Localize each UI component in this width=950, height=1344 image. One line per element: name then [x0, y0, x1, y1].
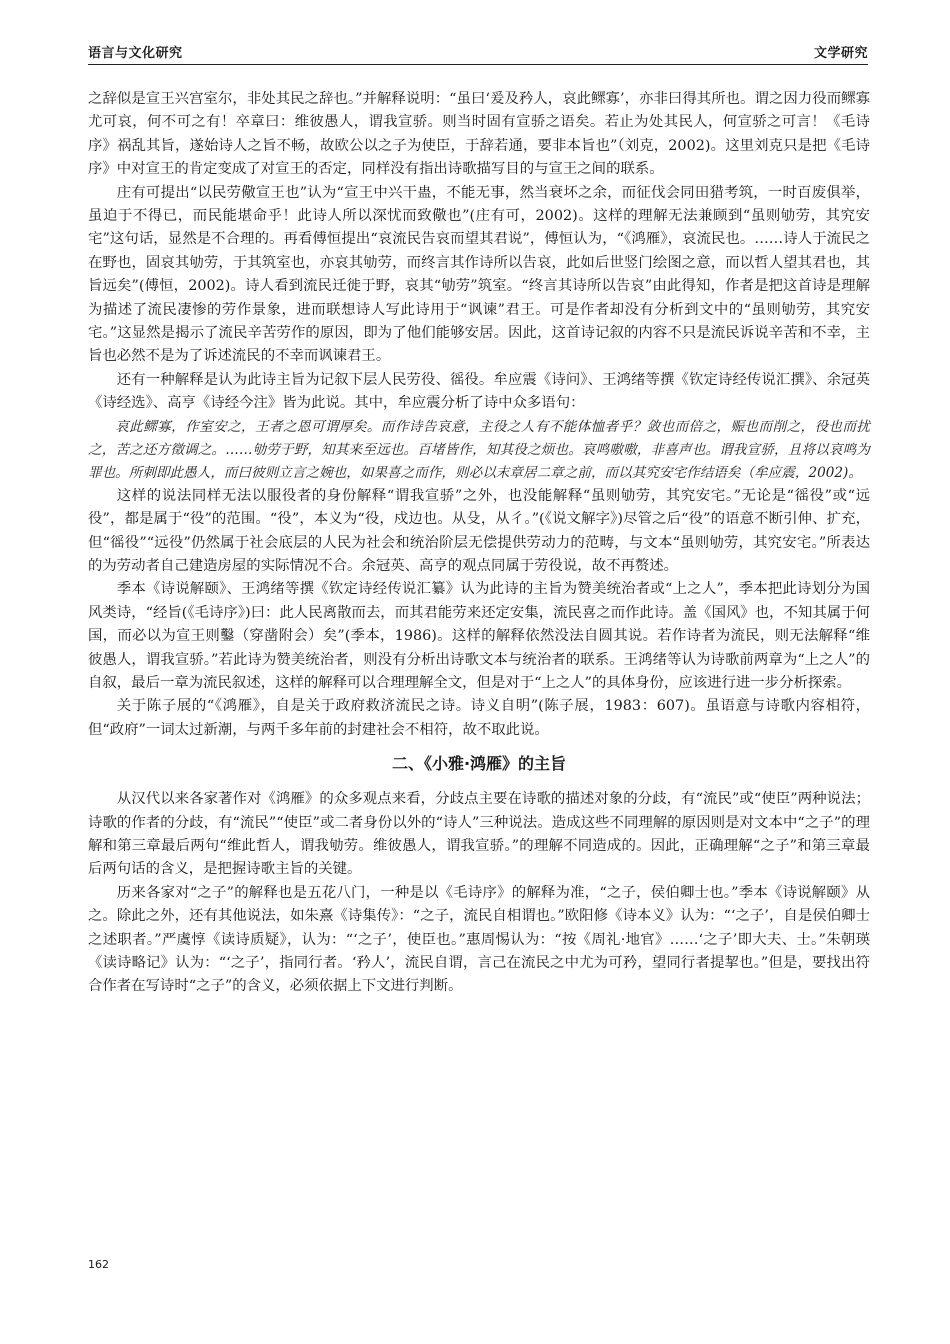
- section-label: 文学研究: [813, 46, 868, 61]
- article-body: [88, 88, 870, 999]
- section-heading: 二、《小雅·鸿雁》的主旨: [391, 754, 567, 774]
- paragraph-labor-service: 还有一种解释是认为此诗主旨为记叙下层人民劳役、徭役。牟应震《诗问》、王鸿绪等撰《钦定诗经传说汇撰》、余冠英《诗经选》、高亨《诗经今注》皆为此说。其中，牟应震分析了诗中众多语句：: [88, 371, 870, 412]
- paragraph-continued: 之辞似是宣王兴宫室尔，非处其民之辞也。”并解释说明：“虽曰‘爰及矜人，哀此鳏寡’，亦非曰得其所也。谓之因力役而鳏寡尤可哀，何不可之有！卒章曰：维彼愚人，谓我宣骄。则当时固有宣骄之语矣。若止为处其民人，何宣骄之可言！《毛诗序》祸乱其旨，遂始诗人之旨不畅，故欧公以之子为使臣，于辞若通，要非本旨也”（刘克，2002)。这里刘克只是把《毛诗序》中对宣王的肯定变成了对宣王的否定，同样没有指出诗歌描写目的与宣王之间的联系。: [88, 91, 870, 178]
- paragraph-divergence: 从汉代以来各家著作对《鸿雁》的众多观点来看，分歧点主要在诗歌的描述对象的分歧，有“流民”或“使臣”两种说法；诗歌的作者的分歧，有“流民”“使臣”或二者身份以外的“诗人”三种说法。造成这些不同理解的原因则是对文本中“之子”的理解和第三章最后两句“维此哲人，谓我劬劳。维彼愚人，谓我宣骄。”的理解不同造成的。因此，正确理解“之子”和第三章最后两句话的含义，是把握诗歌主旨的关键。: [88, 791, 870, 878]
- paragraph-ji-ben: 季本《诗说解颐》、王鸿绪等撰《钦定诗经传说汇纂》认为此诗的主旨为赞美统治者或“上之人”，季本把此诗划分为国风类诗，“经旨(《毛诗序》)曰：此人民离散而去，而其君能劳来还定安集，流民喜之而作此诗。盖《国风》也，不知其属于何国，而必以为宣王则鑿（穿凿附会）矣”(季本，1986)。这样的解释依然没法自圆其说。若作诗者为流民，则无法解释“维彼愚人，谓我宣骄。”若此诗为赞美统治者，则没有分析出诗歌文本与统治者的联系。王鸿绪等认为诗歌前两章为“上之人”的自叙，最后一章为流民叙述，这样的解释可以合理理解全文，但是对于“上之人”的具体身份，应该进行进一步分析探索。: [88, 581, 870, 691]
- journal-title: 语言与文化研究: [88, 46, 183, 61]
- paragraph-analysis: 这样的说法同样无法以服役者的身份解释“谓我宣骄”之外，也没能解释“虽则劬劳，其究安宅。”无论是“徭役”或“远役”，都是属于“役”的范围。“役”，本义为“役，戍边也。从殳，从彳。”(《说文解字》)尽管之后“役”的语意不断引伸、扩充，但“徭役”“远役”仍然属于社会底层的人民为社会和统治阶层无偿提供劳动力的范畴，与文本“虽则劬劳，其究安宅。”所表达的为劳动者自己建造房屋的实际情况不合。余冠英、高亨的观点同属于劳役说，故不再赘述。: [88, 487, 870, 574]
- paragraph-zhuang-youke: 庄有可提出“以民劳儆宣王也”认为“宣王中兴干蛊，不能无事，然当衰坏之余，而征伐会同田猎考筑，一时百废俱举，虽迫于不得已，而民能堪命乎！此诗人所以深忧而致儆也”(庄有可，2002)。这样的理解无法兼顾到“虽则劬劳，其究安宅”这句话，显然是不合理的。再看傅恒提出“哀流民告哀而望其君说”，傅恒认为，“《鸿雁》，哀流民也。……诗人于流民之在野也，固哀其劬劳，于其筑室也，亦哀其劬劳，而终言其作诗所以告哀，此如后世竖门绘图之意，而以哲人望其君也，其旨远矣”(傅恒，2002)。诗人看到流民迁徙于野，哀其“劬劳”筑室。“终言其诗所以告哀”由此得知，作者是把这首诗是理解为描述了流民凄惨的劳作景象，进而联想诗人写此诗用于“讽谏”君王。可是作者却没有分析到文中的“虽则劬劳，其究安宅。”这显然是揭示了流民辛苦劳作的原因，即为了他们能够安居。因此，这首诗记叙的内容不只是流民诉说辛苦和不幸，主旨也必然不是为了诉述流民的不幸而讽谏君王。: [88, 184, 870, 365]
- running-header: [88, 40, 868, 65]
- block-quote-mou-yingzhen: 哀此鳏寡，作室安之，王者之恩可谓厚矣。而作诗告哀意，主役之人有不能体恤者乎？敛也而倍之，赈也而削之，役也而扰之，苦之还方徵调之。……劬劳于野，知其来至远也。百堵皆作，知其役之烦也。哀鸣嗷嗷，非喜声也。谓我宣骄，且将以哀鸣为罪也。所刺即此愚人，而曰彼则立言之婉也，如果喜之而作，则必以末章居二章之前，而以其究安宅作结语矣（牟应震，2002)。: [88, 418, 870, 481]
- paragraph-zhizi: 历来各家对“之子”的解释也是五花八门，一种是以《毛诗序》的解释为准，“之子，侯伯卿士也。”季本《诗说解颐》从之。除此之外，还有其他说法，如朱熹《诗集传》：“之子，流民自相谓也。”欧阳修《诗本义》认为：“‘之子’，自是侯伯卿士之述职者。”严虞惇《读诗质疑》，认为：“‘之子’，使臣也。”惠周惕认为：“按《周礼·地官》……‘之子’即大夫、士。”朱朝瑛《读诗略记》认为：“‘之子’，指同行者。‘矜人’，流民自谓，言己在流民之中尤为可矜，望同行者提挈也。”但是，要找出符合作者在写诗时“之子”的含义，必须依据上下文进行判断。: [88, 884, 870, 995]
- paragraph-chen-zizhan: 关于陈子展的“《鸿雁》，自是关于政府救济流民之诗。诗义自明”(陈子展，1983：607)。虽语意与诗歌内容相符，但“政府”一词太过新潮，与两千多年前的封建社会不相符，故不取此说。: [88, 698, 870, 738]
- page-number: 162: [88, 1258, 109, 1271]
